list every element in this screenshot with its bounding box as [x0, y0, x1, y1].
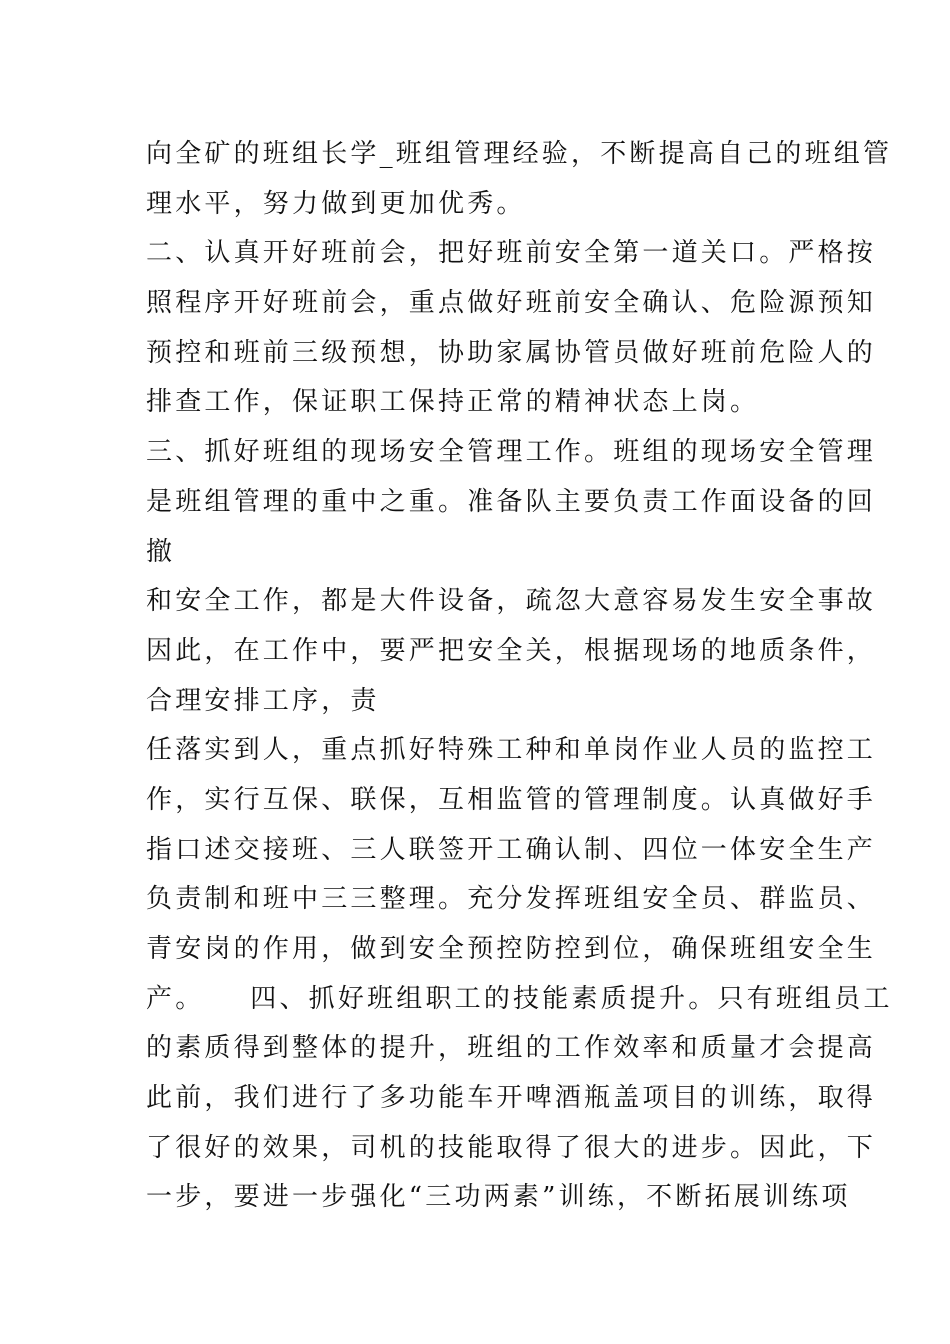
text-line: 的素质得到整体的提升，班组的工作效率和质量才会提高	[146, 1033, 877, 1064]
text-line: 理水平，努力做到更加优秀。	[146, 188, 526, 219]
text-line: 产。 四、抓好班组职工的技能素质提升。只有班组员工	[146, 983, 893, 1014]
text-line: 排查工作，保证职工保持正常的精神状态上岗。	[146, 387, 760, 418]
text-line: 作，实行互保、联保，互相监管的管理制度。认真做好手	[146, 784, 877, 815]
text-line: 向全矿的班组长学_班组管理经验，不断提高自己的班组管	[146, 139, 893, 169]
text-line: 此前，我们进行了多功能车开啤酒瓶盖项目的训练，取得	[146, 1083, 877, 1114]
text-line: 撤	[146, 536, 176, 567]
text-line: 青安岗的作用，做到安全预控防控到位，确保班组安全生	[146, 934, 877, 964]
text-line: 任落实到人，重点抓好特殊工种和单岗作业人员的监控工	[146, 735, 877, 766]
body-text	[146, 130, 893, 1223]
text-line: 因此，在工作中，要严把安全关，根据现场的地质条件，	[146, 635, 877, 666]
text-line: 三、抓好班组的现场安全管理工作。班组的现场安全管理	[146, 437, 877, 468]
text-line: 负责制和班中三三整理。充分发挥班组安全员、群监员、	[146, 884, 877, 915]
text-line: 和安全工作，都是大件设备，疏忽大意容易发生安全事故	[146, 586, 877, 617]
text-line: 指口述交接班、三人联签开工确认制、四位一体安全生产	[146, 834, 877, 865]
text-line: 了很好的效果，司机的技能取得了很大的进步。因此，下	[146, 1132, 877, 1163]
text-line: 二、认真开好班前会，把好班前安全第一道关口。严格按	[146, 238, 877, 269]
text-line: 一步，要进一步强化“三功两素”训练，不断拓展训练项	[146, 1182, 851, 1213]
text-line: 照程序开好班前会，重点做好班前安全确认、危险源预知	[146, 288, 877, 319]
text-line: 预控和班前三级预想，协助家属协管员做好班前危险人的	[146, 337, 877, 368]
text-line: 是班组管理的重中之重。准备队主要负责工作面设备的回	[146, 486, 877, 517]
text-line: 合理安排工序，责	[146, 685, 380, 716]
